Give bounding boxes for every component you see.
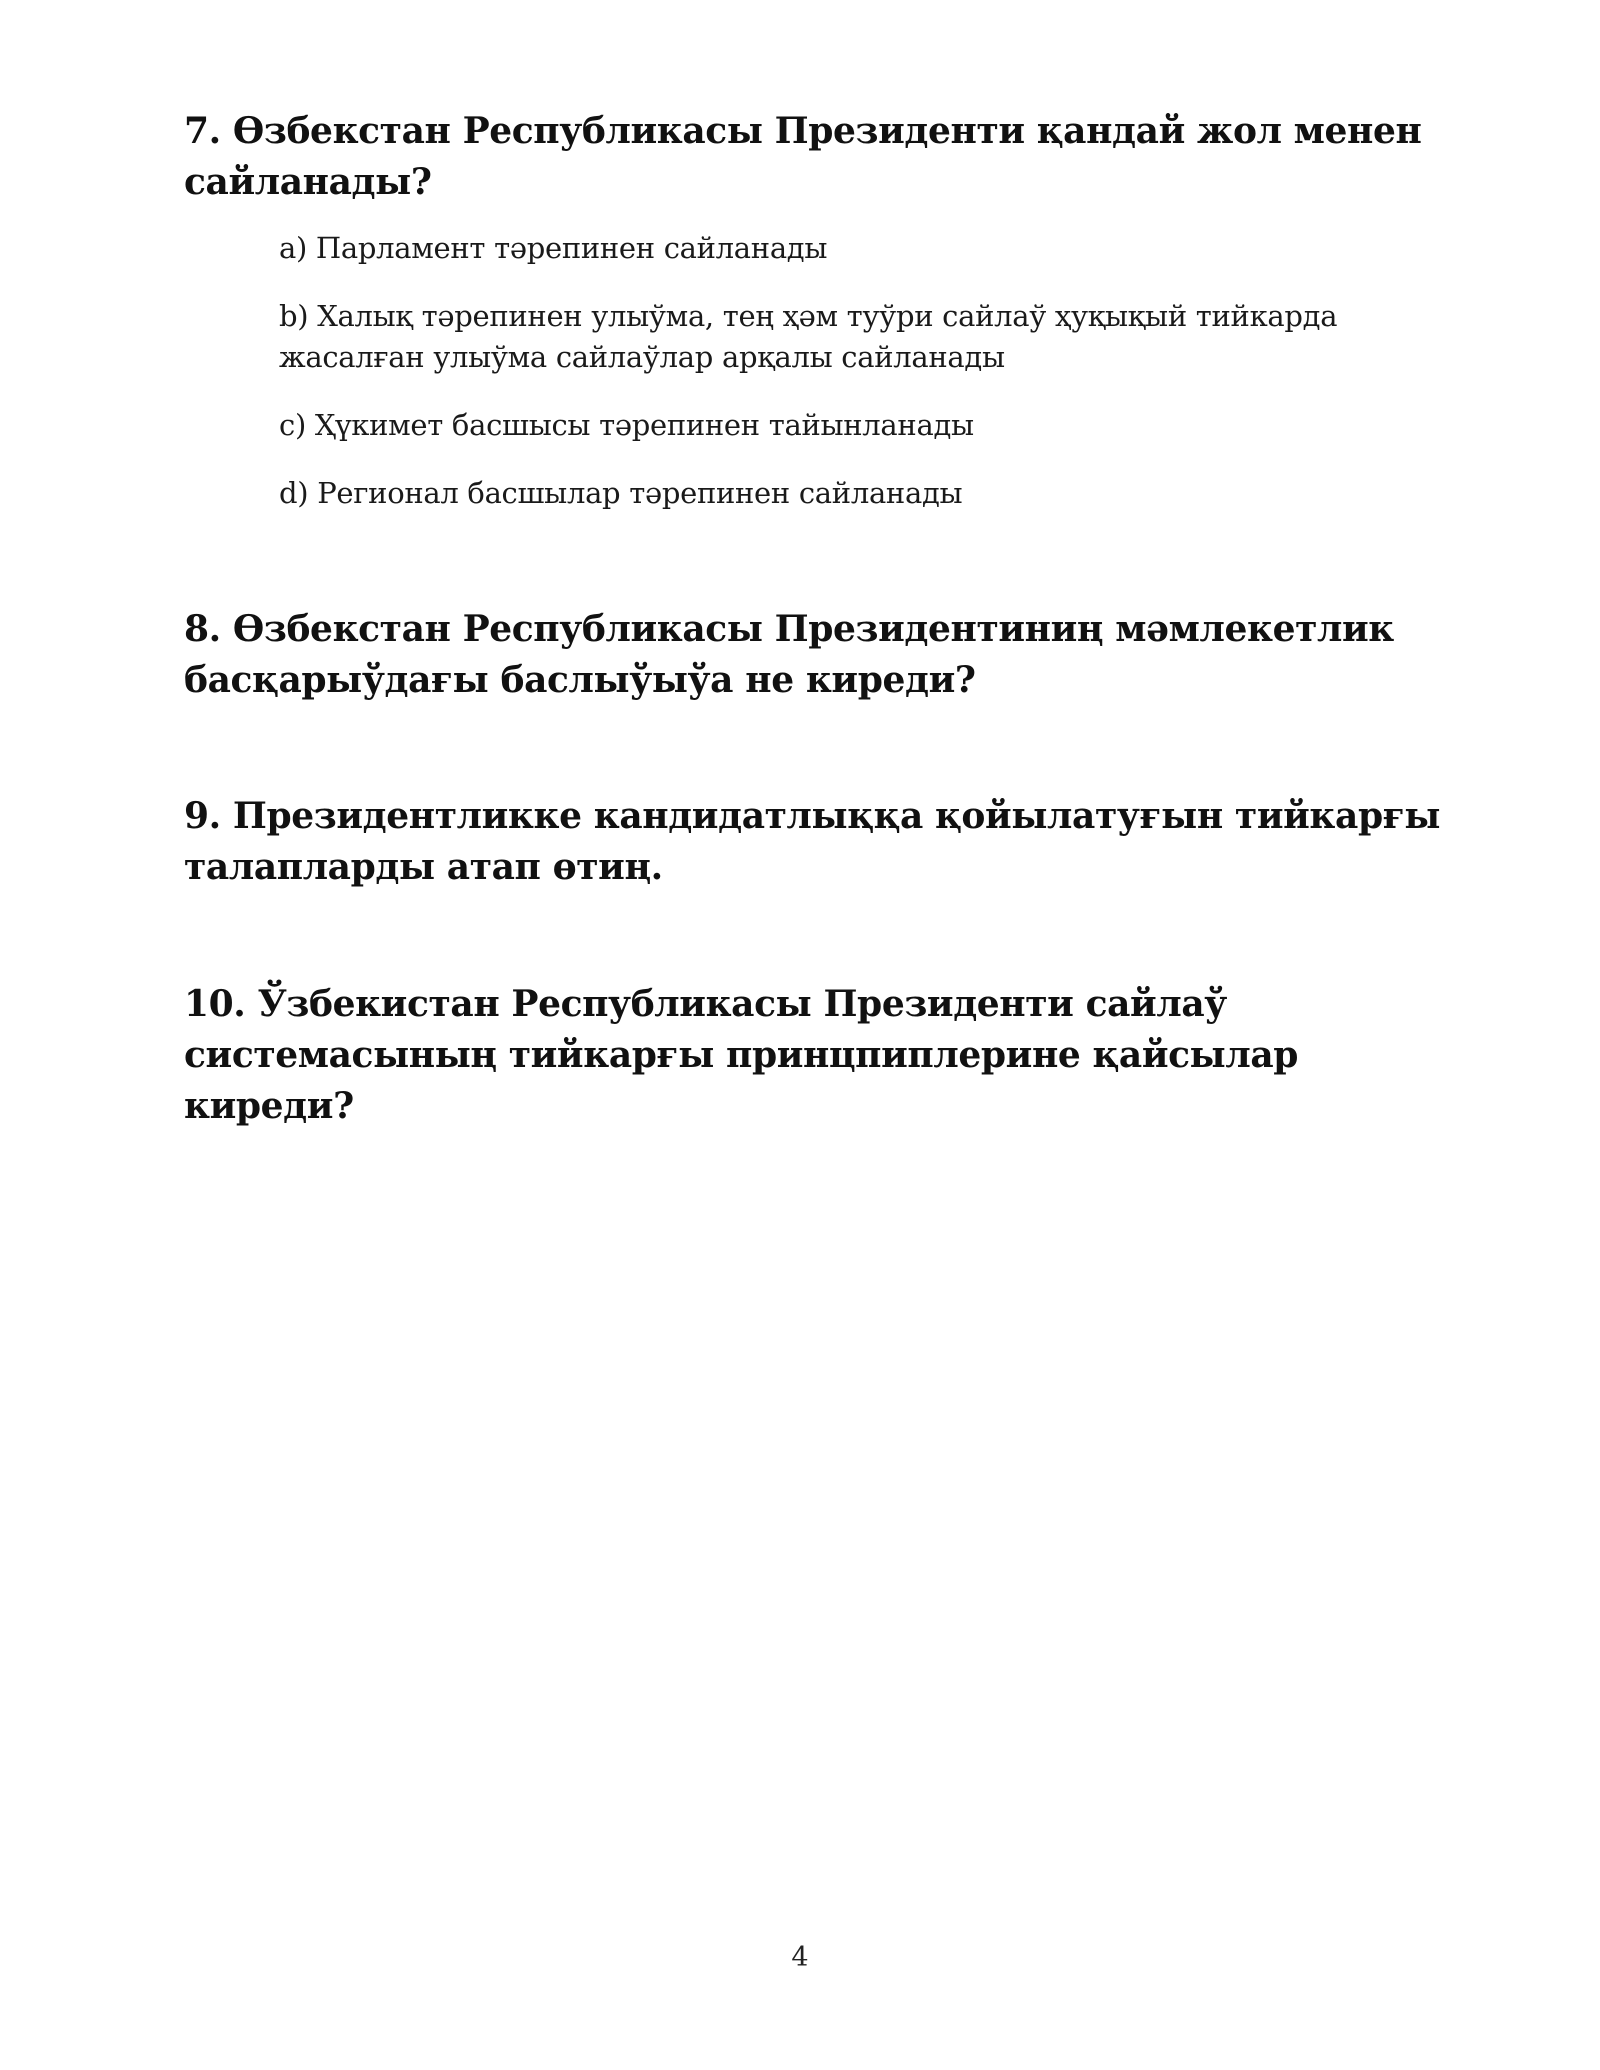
- page-number: 4: [791, 1942, 809, 1973]
- question-7-heading: 7. Өзбекстан Республикасы Президенти қандай жол менен сайланады?: [184, 110, 1422, 203]
- option-b: b) Халық тәрепинен улыўма, тең ҳәм туўри сайлаў ҳуқықый тийкарда жасалған улыўма сайлаўлар арқалы сайланады: [279, 299, 1338, 374]
- option-a: a) Парламент тәрепинен сайланады: [279, 231, 828, 265]
- option-d: d) Регионал басшылар тәрепинен сайланады: [279, 476, 963, 510]
- question-8-heading: 8. Өзбекстан Республикасы Президентиниң мәмлекетлик басқарыўдағы баслыўыўа не киреди?: [184, 608, 1394, 701]
- question-9-heading: 9. Президентликке кандидатлыққа қойылатуғын тийкарғы талапларды атап өтиң.: [184, 795, 1441, 888]
- option-c: c) Ҳүкимет басшысы тәрепинен тайынланады: [279, 408, 974, 442]
- question-10-heading: 10. Ўзбекистан Республикасы Президенти сайлаў системасының тийкарғы принцпиплерине қайсылар киреди?: [184, 983, 1299, 1127]
- question-7-options: [279, 228, 1459, 541]
